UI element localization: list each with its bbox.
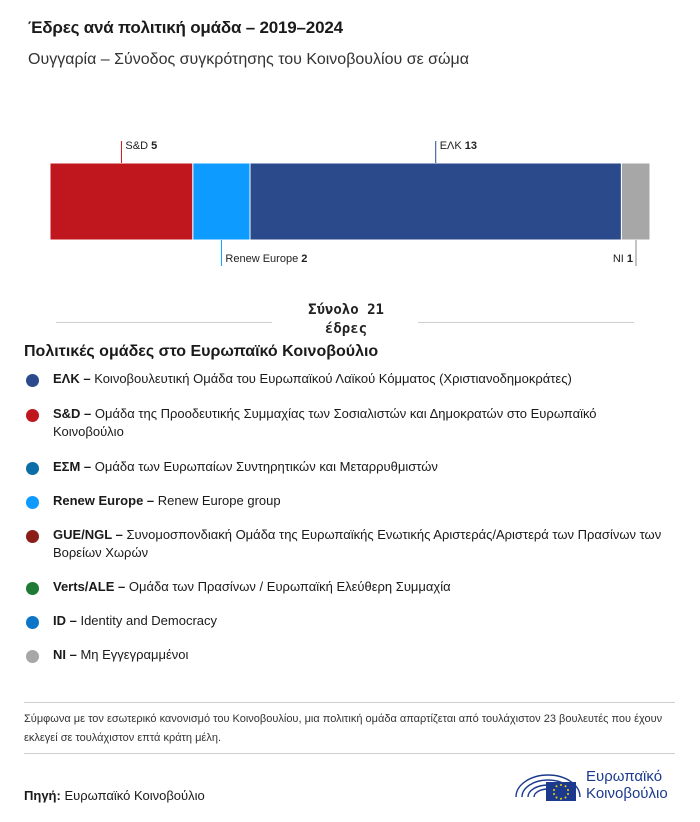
legend-title: Πολιτικές ομάδες στο Ευρωπαϊκό Κοινοβούλιο — [24, 343, 379, 360]
legend-dot-icon — [26, 582, 39, 595]
bar-label-ελκ: ΕΛΚ 13 — [439, 140, 478, 152]
total-rule-left — [56, 322, 272, 323]
legend-abbr: Verts/ALE – — [53, 579, 126, 594]
logo-line2: Κοινοβούλιο — [586, 785, 668, 802]
legend-desc: Μη Εγγεγραμμένοι — [76, 647, 189, 662]
total-rule-right — [418, 322, 634, 323]
legend-desc: Ομάδα των Πρασίνων / Ευρωπαϊκή Ελεύθερη Συμμαχία — [125, 579, 451, 594]
logo-line1: Ευρωπαϊκό — [586, 768, 663, 785]
total-seats — [274, 301, 418, 339]
legend-desc: Κοινοβουλευτική Ομάδα του Ευρωπαϊκού Λαϊκού Κόμματος (Χριστιανοδημοκράτες) — [90, 371, 572, 386]
legend-dot-icon — [26, 462, 39, 475]
legend-desc: Ομάδα των Ευρωπαίων Συντηρητικών και Μεταρρυθμιστών — [91, 459, 438, 474]
bar-segment-ni — [621, 163, 650, 240]
legend-abbr: ΕΣΜ – — [53, 459, 92, 474]
legend-abbr: GUE/NGL – — [53, 527, 123, 542]
bar-segment-renew-europe — [193, 163, 250, 240]
legend-abbr: ID – — [53, 613, 77, 628]
note-rule-bottom — [24, 753, 675, 754]
legend-desc: Identity and Democracy — [76, 613, 218, 628]
total-seats-line2: έδρες — [324, 321, 368, 337]
total-seats-line1: Σύνολο 21 — [308, 302, 384, 318]
legend-dot-icon — [26, 650, 39, 663]
legend-dot-icon — [26, 496, 39, 509]
legend-dot-icon — [26, 530, 39, 543]
legend-desc: Ομάδα της Προοδευτικής Συμμαχίας των Σοσιαλιστών και Δημοκρατών στο Ευρωπαϊκό Κοινοβούλιο — [53, 406, 597, 439]
legend-dot-icon — [26, 616, 39, 629]
bar-segment-ελκ — [250, 163, 621, 240]
source-text: Ευρωπαϊκό Κοινοβούλιο — [60, 788, 205, 803]
legend-dot-icon — [26, 374, 39, 387]
legend-abbr: ΕΛΚ – — [53, 371, 91, 386]
bar-label-renew-europe: Renew Europe 2 — [225, 253, 308, 265]
bar-segment-s-d — [50, 163, 193, 240]
legend-abbr: S&D – — [53, 406, 92, 421]
footnote: Σύμφωνα με τον εσωτερικό κανονισμό του Κοινοβουλίου, μια πολιτική ομάδα απαρτίζεται από τουλάχιστον 23 βουλευτές που έχουν εκλεγεί σε τουλάχιστον επτά κράτη μέλη. — [24, 713, 663, 744]
legend-abbr: Renew Europe – — [53, 493, 155, 508]
legend-desc: Renew Europe group — [154, 493, 281, 508]
chart-subtitle: Ουγγαρία – Σύνοδος συγκρότησης του Κοινοβουλίου σε σώμα — [28, 51, 469, 68]
stacked-bar-chart — [0, 130, 700, 280]
logo-wordmark — [586, 768, 668, 802]
bar-label-ni: NI 1 — [612, 253, 633, 265]
source-label: Πηγή: — [24, 788, 61, 803]
bar-label-s-d: S&D 5 — [125, 140, 158, 152]
legend-desc: Συνομοσπονδιακή Ομάδα της Ευρωπαϊκής Ενωτικής Αριστεράς/Αριστερά των Πρασίνων των Βορείων Χωρών — [53, 527, 662, 560]
chart-title: Έδρες ανά πολιτική ομάδα – 2019–2024 — [28, 18, 343, 37]
legend-dot-icon — [26, 409, 39, 422]
note-rule-top — [24, 702, 675, 703]
source — [24, 788, 205, 803]
legend-abbr: NI – — [53, 647, 77, 662]
